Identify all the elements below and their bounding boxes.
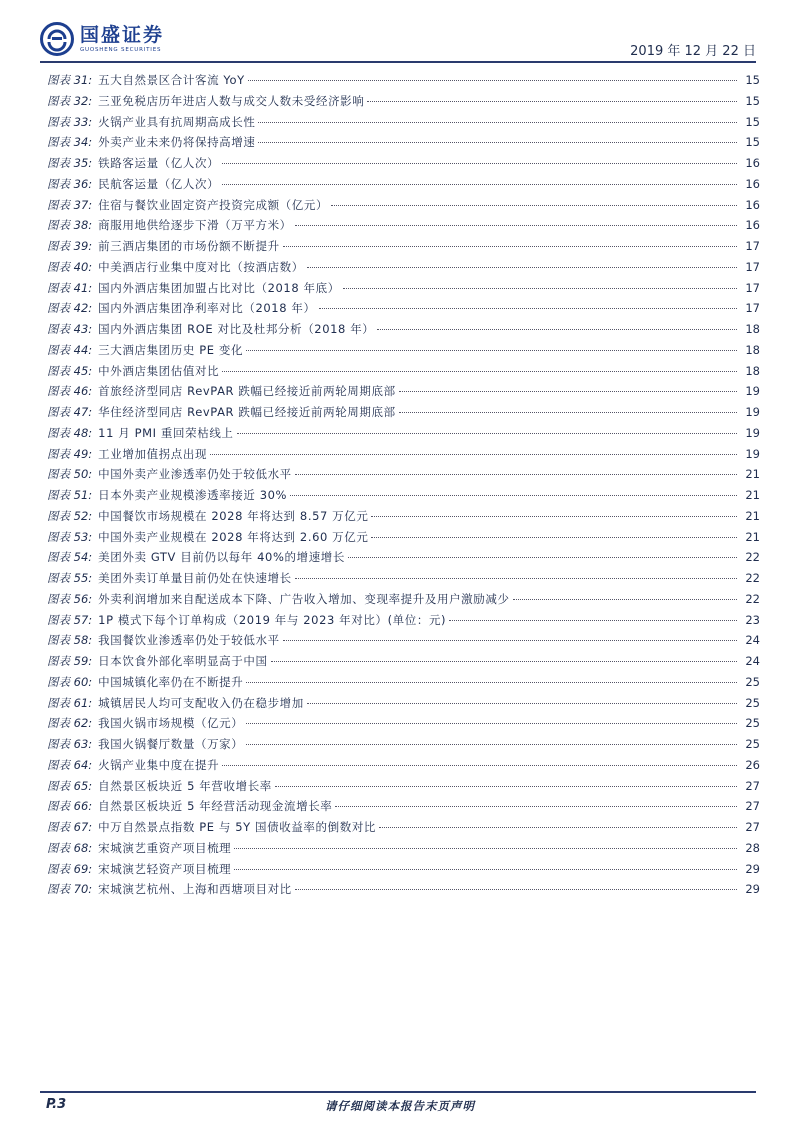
toc-entry-label: 图表 44:: [47, 342, 93, 357]
toc-entry-title: 中国城镇化率仍在不断提升: [98, 674, 244, 689]
toc-entry-page: 18: [745, 342, 760, 357]
toc-leader-dots: [275, 786, 737, 787]
toc-entry[interactable]: [47, 300, 760, 321]
toc-leader-dots: [222, 184, 737, 185]
toc-entry-label: 图表 32:: [47, 93, 93, 108]
toc-entry-label: 图表 69:: [47, 861, 93, 876]
toc-entry[interactable]: [47, 674, 760, 695]
toc-entry-title: 中万自然景点指数 PE 与 5Y 国债收益率的倒数对比: [98, 820, 377, 834]
page-number: P.3: [46, 1097, 67, 1112]
logo-mark-icon: [40, 22, 74, 56]
toc-entry-title: 日本饮食外部化率明显高于中国: [98, 654, 268, 668]
toc-leader-dots: [295, 578, 737, 579]
toc-entry-title: 三大酒店集团历史 PE 变化: [98, 342, 244, 357]
toc-entry-page: 17: [745, 239, 760, 253]
toc-entry-page: 19: [745, 405, 760, 419]
toc-entry-label: 图表 52:: [47, 508, 93, 523]
toc-entry-label: 图表 38:: [47, 218, 93, 233]
toc-entry[interactable]: [47, 446, 760, 467]
toc-entry-label: 图表 62:: [47, 716, 93, 731]
toc-entry-title: 商服用地供给逐步下滑（万平方米）: [98, 218, 292, 233]
toc-leader-dots: [234, 848, 737, 849]
toc-entry-label: 图表 51:: [47, 488, 93, 502]
toc-entry-label: 图表 57:: [47, 612, 93, 627]
toc-entry[interactable]: [47, 238, 760, 259]
toc-leader-dots: [246, 350, 737, 351]
toc-entry-title: 前三酒店集团的市场份额不断提升: [98, 239, 280, 253]
toc-entry[interactable]: [47, 176, 760, 197]
toc-leader-dots: [222, 163, 737, 164]
toc-entry[interactable]: [47, 197, 760, 218]
toc-entry-title: 中美酒店行业集中度对比（按酒店数）: [98, 259, 304, 274]
toc-entry-page: 22: [745, 571, 760, 585]
toc-entry-page: 18: [745, 363, 760, 378]
footer-divider: [40, 1091, 756, 1093]
toc-entry-label: 图表 34:: [47, 135, 93, 150]
toc-leader-dots: [246, 744, 737, 745]
toc-entry[interactable]: [47, 757, 760, 778]
toc-entry-title: 美团外卖订单量目前仍处在快速增长: [98, 571, 292, 585]
toc-entry-label: 图表 67:: [47, 820, 93, 834]
header-divider: [40, 61, 756, 63]
toc-entry-label: 图表 45:: [47, 363, 93, 378]
toc-entry-title: 11 月 PMI 重回荣枯线上: [98, 425, 234, 440]
toc-entry-page: 17: [745, 259, 760, 274]
toc-entry-title: 国内外酒店集团 ROE 对比及杜邦分析（2018 年）: [98, 322, 375, 336]
toc-entry[interactable]: [47, 840, 760, 861]
toc-entry[interactable]: [47, 570, 760, 591]
toc-entry-title: 中外酒店集团估值对比: [98, 363, 220, 378]
figure-index-list: [47, 72, 760, 902]
toc-entry[interactable]: [47, 881, 760, 902]
toc-entry-page: 29: [745, 861, 760, 876]
toc-entry-title: 火锅产业具有抗周期高成长性: [98, 114, 256, 129]
toc-entry-page: 17: [745, 301, 760, 316]
footer-disclaimer: 请仔细阅读本报告末页声明: [325, 1099, 475, 1113]
toc-entry-label: 图表 70:: [47, 882, 93, 897]
toc-entry-label: 图表 50:: [47, 467, 93, 482]
toc-entry[interactable]: [47, 487, 760, 508]
toc-entry-title: 国内外酒店集团净利率对比（2018 年）: [98, 301, 316, 316]
toc-entry[interactable]: [47, 736, 760, 757]
toc-leader-dots: [331, 205, 737, 206]
toc-entry-label: 图表 49:: [47, 446, 93, 461]
toc-entry[interactable]: [47, 508, 760, 529]
toc-entry-title: 我国火锅市场规模（亿元）: [98, 716, 244, 731]
toc-entry[interactable]: [47, 363, 760, 384]
toc-entry-title: 华住经济型同店 RevPAR 跌幅已经接近前两轮周期底部: [98, 405, 396, 419]
toc-entry-title: 1P 模式下每个订单构成（2019 年与 2023 年对比）(单位：元): [98, 612, 447, 627]
toc-leader-dots: [258, 122, 737, 123]
toc-entry-label: 图表 63:: [47, 737, 93, 751]
toc-entry-page: 17: [745, 280, 760, 295]
toc-entry-title: 我国餐饮业渗透率仍处于较低水平: [98, 633, 280, 648]
toc-entry-page: 15: [745, 93, 760, 108]
logo-english-name: GUOSHENG SECURITIES: [80, 46, 162, 53]
toc-entry-label: 图表 59:: [47, 654, 93, 668]
toc-entry-page: 19: [745, 425, 760, 440]
toc-leader-dots: [449, 620, 737, 621]
toc-entry[interactable]: [47, 321, 760, 342]
toc-entry-label: 图表 40:: [47, 259, 93, 274]
toc-leader-dots: [379, 827, 737, 828]
toc-entry-title: 外卖产业未来仍将保持高增速: [98, 135, 256, 150]
toc-entry-page: 24: [745, 654, 760, 668]
toc-entry[interactable]: [47, 715, 760, 736]
toc-entry-label: 图表 31:: [47, 73, 93, 87]
toc-leader-dots: [248, 80, 737, 81]
toc-entry-label: 图表 55:: [47, 571, 93, 585]
toc-entry-page: 29: [745, 882, 760, 897]
toc-entry-title: 日本外卖产业规模渗透率接近 30%: [98, 488, 288, 502]
toc-entry-page: 25: [745, 716, 760, 731]
toc-entry-label: 图表 56:: [47, 591, 93, 606]
toc-leader-dots: [246, 723, 737, 724]
toc-leader-dots: [222, 765, 737, 766]
toc-entry-page: 21: [745, 488, 760, 502]
toc-entry-page: 28: [745, 840, 760, 855]
toc-leader-dots: [295, 889, 737, 890]
toc-entry[interactable]: [47, 404, 760, 425]
toc-leader-dots: [307, 267, 737, 268]
toc-entry[interactable]: [47, 653, 760, 674]
toc-leader-dots: [307, 703, 737, 704]
toc-entry-label: 图表 35:: [47, 156, 93, 170]
toc-entry-label: 图表 65:: [47, 778, 93, 793]
toc-leader-dots: [237, 433, 737, 434]
toc-leader-dots: [335, 806, 737, 807]
toc-entry-label: 图表 68:: [47, 840, 93, 855]
toc-entry[interactable]: [47, 612, 760, 633]
toc-entry-page: 27: [745, 820, 760, 834]
toc-entry[interactable]: [47, 632, 760, 653]
toc-entry-title: 中国外卖产业规模在 2028 年将达到 2.60 万亿元: [98, 529, 369, 544]
toc-entry-title: 首旅经济型同店 RevPAR 跌幅已经接近前两轮周期底部: [98, 384, 396, 399]
toc-entry-title: 美团外卖 GTV 目前仍以每年 40%的增速增长: [98, 550, 345, 565]
toc-entry[interactable]: [47, 134, 760, 155]
toc-entry-page: 15: [745, 135, 760, 150]
toc-entry-page: 21: [745, 467, 760, 482]
toc-entry-title: 三亚免税店历年进店人数与成交人数未受经济影响: [98, 93, 365, 108]
toc-entry[interactable]: [47, 778, 760, 799]
toc-entry-title: 住宿与餐饮业固定资产投资完成额（亿元）: [98, 197, 329, 212]
company-logo: [40, 22, 164, 56]
toc-entry-title: 我国火锅餐厅数量（万家）: [98, 737, 244, 751]
toc-entry-label: 图表 41:: [47, 280, 93, 295]
logo-chinese-name: 国盛证券: [80, 23, 165, 46]
page-header: [0, 0, 800, 70]
toc-entry-page: 26: [745, 757, 760, 772]
toc-entry-page: 18: [745, 322, 760, 336]
toc-entry-page: 25: [745, 674, 760, 689]
toc-entry[interactable]: [47, 259, 760, 280]
toc-entry-label: 图表 47:: [47, 405, 93, 419]
toc-leader-dots: [371, 537, 737, 538]
toc-entry-label: 图表 43:: [47, 322, 93, 336]
toc-entry-label: 图表 36:: [47, 176, 93, 191]
toc-entry[interactable]: [47, 466, 760, 487]
toc-entry-label: 图表 60:: [47, 674, 93, 689]
toc-entry-label: 图表 61:: [47, 695, 93, 710]
toc-entry[interactable]: [47, 217, 760, 238]
toc-entry-page: 16: [745, 197, 760, 212]
toc-entry-title: 外卖利润增加来自配送成本下降、广告收入增加、变现率提升及用户激励减少: [98, 591, 510, 606]
toc-entry[interactable]: [47, 529, 760, 550]
toc-entry-page: 21: [745, 508, 760, 523]
toc-leader-dots: [210, 454, 737, 455]
toc-leader-dots: [399, 391, 737, 392]
toc-entry-label: 图表 46:: [47, 384, 93, 399]
toc-entry-page: 22: [745, 591, 760, 606]
toc-leader-dots: [222, 371, 737, 372]
toc-entry[interactable]: [47, 695, 760, 716]
toc-leader-dots: [367, 101, 737, 102]
toc-entry-label: 图表 48:: [47, 425, 93, 440]
toc-entry-title: 宋城演艺轻资产项目梳理: [98, 861, 232, 876]
toc-entry-label: 图表 39:: [47, 239, 93, 253]
toc-leader-dots: [234, 869, 737, 870]
toc-entry-title: 宋城演艺杭州、上海和西塘项目对比: [98, 882, 292, 897]
toc-entry-title: 城镇居民人均可支配收入仍在稳步增加: [98, 695, 304, 710]
toc-entry[interactable]: [47, 425, 760, 446]
toc-entry-label: 图表 33:: [47, 114, 93, 129]
toc-entry-page: 27: [745, 778, 760, 793]
toc-leader-dots: [271, 661, 737, 662]
toc-entry-label: 图表 54:: [47, 550, 93, 565]
toc-entry-title: 自然景区板块近 5 年营收增长率: [98, 778, 272, 793]
toc-entry-page: 19: [745, 446, 760, 461]
toc-entry[interactable]: [47, 280, 760, 301]
toc-entry[interactable]: [47, 861, 760, 882]
toc-entry[interactable]: [47, 549, 760, 570]
toc-entry[interactable]: [47, 93, 760, 114]
toc-entry-label: 图表 42:: [47, 301, 93, 316]
toc-leader-dots: [377, 329, 737, 330]
toc-entry[interactable]: [47, 383, 760, 404]
toc-entry-title: 自然景区板块近 5 年经营活动现金流增长率: [98, 799, 333, 814]
toc-entry[interactable]: [47, 798, 760, 819]
toc-entry-title: 工业增加值拐点出现: [98, 446, 208, 461]
toc-entry-page: 21: [745, 529, 760, 544]
toc-entry-label: 图表 66:: [47, 799, 93, 814]
toc-entry-title: 铁路客运量（亿人次）: [98, 156, 220, 170]
toc-leader-dots: [371, 516, 737, 517]
toc-leader-dots: [399, 412, 737, 413]
toc-leader-dots: [290, 495, 737, 496]
toc-entry[interactable]: [47, 591, 760, 612]
toc-entry-page: 22: [745, 550, 760, 565]
toc-entry-label: 图表 64:: [47, 757, 93, 772]
toc-entry-title: 国内外酒店集团加盟占比对比（2018 年底）: [98, 280, 340, 295]
toc-entry[interactable]: [47, 342, 760, 363]
toc-leader-dots: [295, 474, 737, 475]
toc-leader-dots: [348, 557, 737, 558]
report-date: 2019 年 12 月 22 日: [630, 44, 756, 59]
toc-entry-title: 中国外卖产业渗透率仍处于较低水平: [98, 467, 292, 482]
toc-leader-dots: [258, 142, 737, 143]
toc-leader-dots: [283, 640, 737, 641]
toc-entry-page: 24: [745, 633, 760, 648]
toc-entry-page: 27: [745, 799, 760, 814]
toc-entry-label: 图表 53:: [47, 529, 93, 544]
toc-entry-page: 16: [745, 218, 760, 233]
toc-leader-dots: [283, 246, 737, 247]
toc-entry-page: 19: [745, 384, 760, 399]
toc-entry-title: 五大自然景区合计客流 YoY: [98, 73, 245, 87]
toc-entry-label: 图表 58:: [47, 633, 93, 648]
toc-entry-label: 图表 37:: [47, 197, 93, 212]
toc-entry-page: 25: [745, 695, 760, 710]
toc-entry[interactable]: [47, 114, 760, 135]
toc-leader-dots: [319, 308, 737, 309]
toc-entry-page: 15: [745, 114, 760, 129]
toc-entry-page: 25: [745, 737, 760, 751]
toc-entry-title: 宋城演艺重资产项目梳理: [98, 840, 232, 855]
toc-entry-title: 中国餐饮市场规模在 2028 年将达到 8.57 万亿元: [98, 508, 369, 523]
toc-entry[interactable]: [47, 155, 760, 176]
toc-entry-title: 民航客运量（亿人次）: [98, 176, 220, 191]
toc-leader-dots: [295, 225, 737, 226]
toc-entry-title: 火锅产业集中度在提升: [98, 757, 220, 772]
toc-leader-dots: [246, 682, 737, 683]
toc-leader-dots: [343, 288, 737, 289]
toc-entry-page: 15: [745, 73, 760, 87]
toc-entry-page: 16: [745, 156, 760, 170]
toc-entry[interactable]: [47, 72, 760, 93]
toc-leader-dots: [513, 599, 737, 600]
toc-entry-page: 16: [745, 176, 760, 191]
toc-entry[interactable]: [47, 819, 760, 840]
toc-entry-page: 23: [745, 612, 760, 627]
